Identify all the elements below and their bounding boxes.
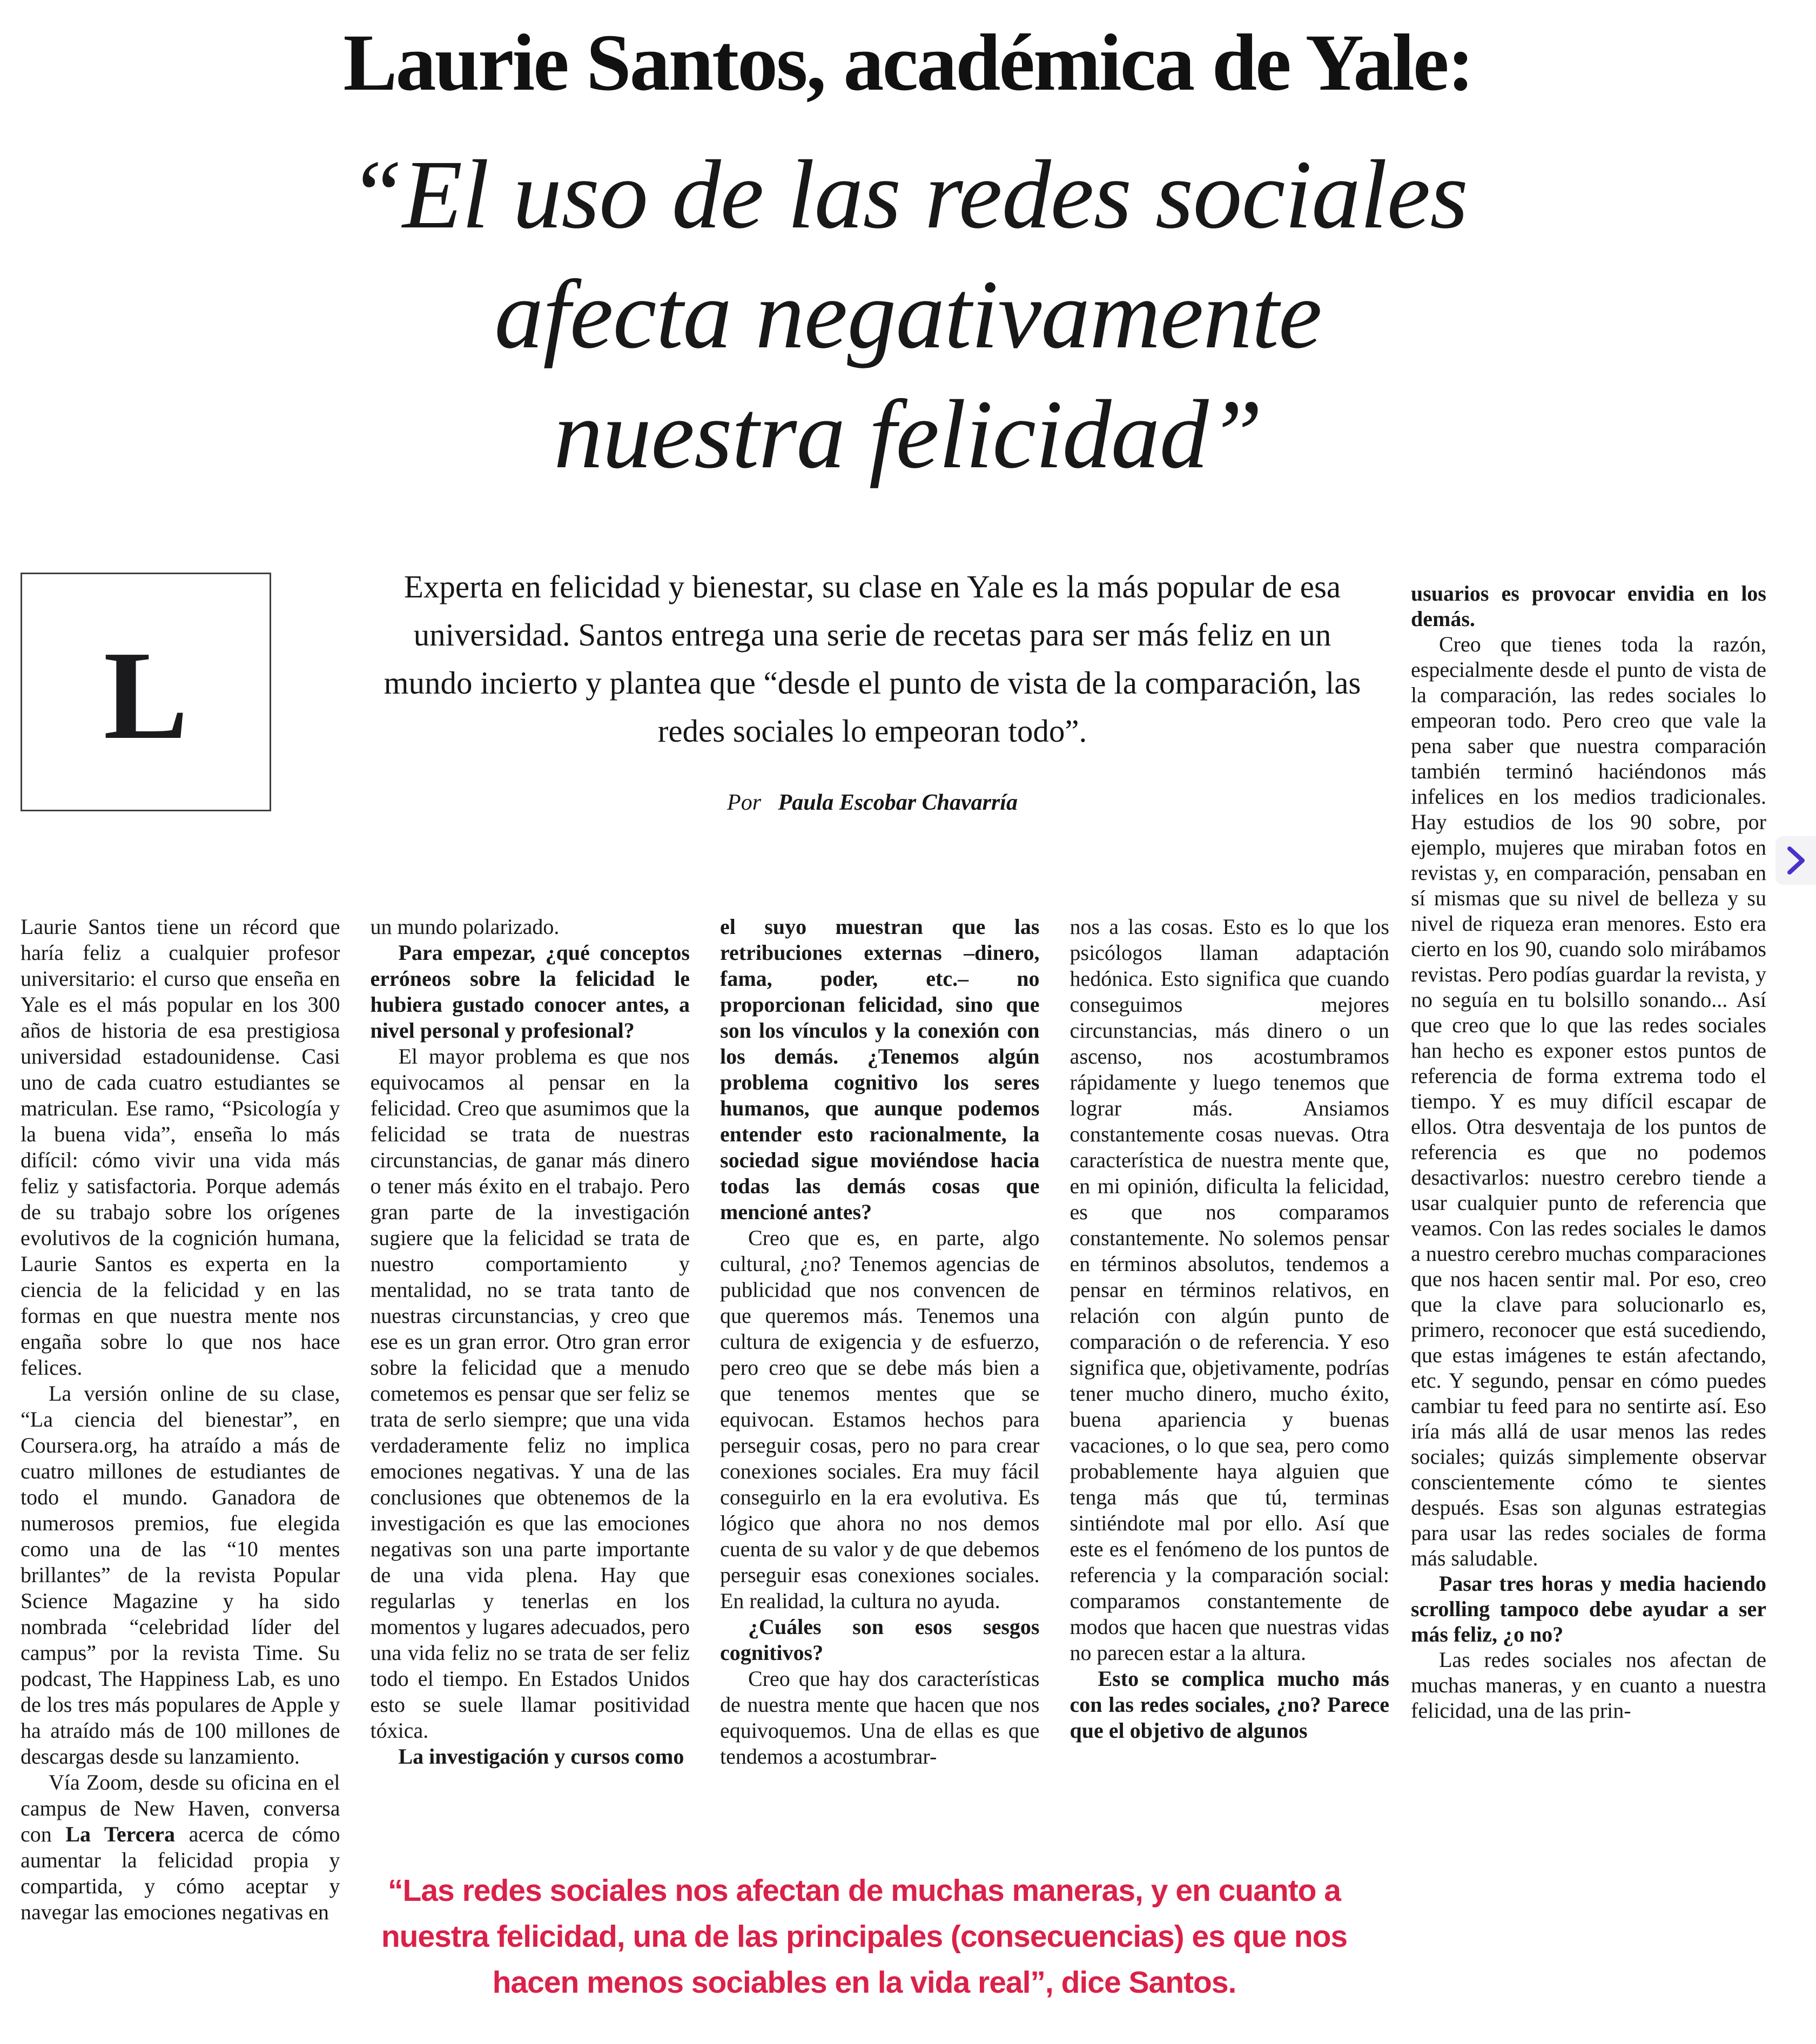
article-headline (0, 135, 1816, 495)
interview-answer: Las redes sociales nos afectan de muchas maneras, y en cuanto a nuestra felicidad, una de las prin- (1411, 1648, 1766, 1723)
interview-question: Para empezar, ¿qué conceptos erróneos sobre la felicidad le hubiera gustado conocer antes, a nivel personal y profesional? (370, 940, 690, 1043)
interview-question: el suyo muestran que las retribuciones externas –dinero, fama, poder, etc.– no proporcionan felicidad, sino que son los vínculos y la conexión con los demás. ¿Tenemos algún problema cognitivo los seres humanos, que aunque podemos entender esto racionalmente, la sociedad sigue moviéndose hacia todas las demás cosas que mencioné antes? (720, 915, 1040, 1224)
paragraph: La versión online de su clase, “La ciencia del bienestar”, en Coursera.org, ha atraído a más de cuatro millones de estudiantes de todo el mundo. Ganadora de numerosos premios, fue elegida como una de las “10 mentes brillantes” de la revista Popular Science Magazine y ha sido nombrada “celebridad líder del campus” por la revista Time. Su podcast, The Happiness Lab, es uno de los tres más populares de Apple y ha atraído más de 100 millones de descargas desde su lanzamiento. (21, 1381, 340, 1769)
interview-answer: nos a las cosas. Esto es lo que los psicólogos llaman adaptación hedónica. Esto significa que cuando conseguimos mejores circunstancias, más dinero o un ascenso, nos acostumbramos rápidamente y luego tenemos que lograr más. Ansiamos constantemente cosas nuevas. Otra característica de nuestra mente que, en mi opinión, dificulta la felicidad, es que nos comparamos constantemente. No solemos pensar en términos absolutos, tendemos a pensar en términos relativos, en relación con algún punto de comparación o de referencia. Y eso significa que, objetivamente, podrías tener mucho dinero, mucho éxito, buena apariencia y buenas vacaciones, o lo que sea, pero como probablemente haya alguien que tenga más que tú, terminas sintiéndote mal por ello. Así que este es el fenómeno de los puntos de referencia y la comparación social: comparamos constantemente de modos que hacen que nuestras vidas no parecen estar a la altura. (1070, 915, 1389, 1665)
article-column-1 (21, 914, 340, 1925)
headline-line-2: afecta negativamente (494, 260, 1322, 369)
interview-answer: Creo que tienes toda la razón, especialmente desde el punto de vista de la comparación, las redes sociales lo empeoran todo. Pero creo que vale la pena saber que nuestra comparación también terminó haciéndonos más infelices en los medios tradicionales. Hay estudios de los 90 sobre, por ejemplo, mujeres que miraban fotos en revistas y, en comparación, pensaban en sí mismas que su nivel de belleza y su nivel de riqueza eran menores. Esto era cierto en los 90, cuando solo mirábamos revistas. Pero podías guardar la revista, y no seguía en tu bolsillo sonando... Así que creo que lo que las redes sociales han hecho es exponer estos puntos de referencia de forma extrema todo el tiempo. Y es muy difícil escapar de ellos. Otra desventaja de los puntos de referencia es que no podemos desactivarlos: nuestro cerebro tiende a usar cualquier punto de referencia que veamos. Con las redes sociales le damos a nuestro cerebro muchas comparaciones que nos hacen sentir mal. Por eso, creo que la clave para solucionarlo es, primero, reconocer que está sucediendo, que estas imágenes te están afectando, etc. Y segundo, pensar en cómo puedes cambiar tu feed para no sentirte así. Eso iría más allá de usar menos las redes sociales; quizás simplemente observar conscientemente cómo te sientes después. Esas son algunas estrategias para usar las redes sociales de forma más saludable. (1411, 632, 1766, 1570)
paragraph: Laurie Santos tiene un récord que haría feliz a cualquier profesor universitario: el curso que enseña en Yale es el más popular en los 300 años de historia de esa prestigiosa universidad estadounidense. Casi uno de cada cuatro estudiantes se matriculan. Ese ramo, “Psicología y la buena vida”, enseña lo más difícil: cómo vivir una vida más feliz y satisfactoria. Porque además de su trabajo sobre los orígenes evolutivos de la cognición humana, Laurie Santos es experta en la ciencia de la felicidad y en las formas en que nuestra mente nos engaña sobre lo que nos hace felices. (21, 915, 340, 1380)
interview-question: Pasar tres horas y media haciendo scrolling tampoco debe ayudar a ser más feliz, ¿o no? (1411, 1571, 1766, 1646)
next-page-button[interactable] (1775, 836, 1816, 885)
byline (378, 790, 1367, 816)
interview-question: La investigación y cursos como (398, 1744, 684, 1769)
byline-author: Paula Escobar Chavarría (778, 790, 1018, 815)
paragraph-text: acerca de cómo aumentar la felicidad propia y compartida, y cómo aceptar y navegar las emociones negativas en (21, 1822, 340, 1924)
article-column-2 (371, 914, 690, 1925)
dropcap-box (21, 573, 271, 811)
interview-question: usuarios es provocar envidia en los demás. (1411, 581, 1766, 631)
publication-name: La Tercera (65, 1822, 175, 1846)
byline-prefix: Por (727, 790, 762, 815)
interview-answer: Creo que hay dos características de nuestra mente que hacen que nos equivoquemos. Una de ellas es que tendemos a acostumbrar- (720, 1666, 1040, 1769)
article-column-3 (720, 914, 1040, 1925)
article-body (21, 914, 1389, 1925)
chevron-right-icon (1784, 844, 1808, 877)
interview-answer: Creo que es, en parte, algo cultural, ¿no? Tenemos agencias de publicidad que nos convencen de que queremos más. Tenemos una cultura de exigencia y de esfuerzo, pero creo que se debe más bien a que tenemos mentes que se equivocan. Estamos hechos para perseguir cosas, pero no para crear conexiones sociales. Era muy fácil conseguirlo en la era evolutiva. Es lógico que ahora no nos demos cuenta de su valor y de que debemos perseguir esas conexiones sociales. En realidad, la cultura no ayuda. (720, 1226, 1040, 1613)
article-column-4 (1070, 914, 1390, 1925)
headline-line-3: nuestra felicidad” (554, 380, 1262, 489)
article-deck: Experta en felicidad y bienestar, su clase en Yale es la más popular de esa universidad. Santos entrega una serie de recetas para ser más feliz en un mundo incierto y plantea que “desde el punto de vista de la comparación, las redes sociales lo empeoran todo”. (384, 569, 1361, 749)
article-column-5 (1411, 581, 1766, 1723)
interview-question: Esto se complica mucho más con las redes sociales, ¿no? Parece que el objetivo de algunos (1070, 1666, 1389, 1743)
paragraph (21, 1770, 340, 1925)
interview-answer: El mayor problema es que nos equivocamos al pensar en la felicidad. Creo que asumimos que la felicidad se trata de nuestras circunstancias, de ganar más dinero o tener más éxito en el trabajo. Pero gran parte de la investigación sugiere que la felicidad se trata de nuestro comportamiento y mentalidad, no se trata tanto de nuestras circunstancias, y creo que ese es un gran error. Otro gran error sobre la felicidad que a menudo cometemos es pensar que ser feliz se trata de serlo siempre; que una vida verdaderamente feliz no implica emociones negativas. Y una de las conclusiones que obtenemos de la investigación es que las emociones negativas son una parte importante de una vida plena. Hay que regularlas y tenerlas en los momentos y lugares adecuados, pero una vida feliz no se trata de ser feliz todo el tiempo. En Estados Unidos esto se suele llamar positividad tóxica. (370, 1044, 690, 1743)
pull-quote: “Las redes sociales nos afectan de muchas maneras, y en cuanto a nuestra felicidad, una de las principales (consecuencias) es que nos hacen menos sociables en la vida real”, dice Santos. (381, 1873, 1348, 2000)
paragraph-text: Vía Zoom, desde su oficina en el campus de New Haven, conversa con (21, 1770, 340, 1846)
paragraph: un mundo polarizado. (370, 915, 560, 939)
dropcap-letter: L (103, 624, 189, 765)
headline-line-1: “El uso de las redes sociales (348, 140, 1468, 249)
article-kicker: Laurie Santos, académica de Yale: (343, 18, 1473, 107)
interview-question: ¿Cuáles son esos sesgos cognitivos? (720, 1615, 1040, 1665)
